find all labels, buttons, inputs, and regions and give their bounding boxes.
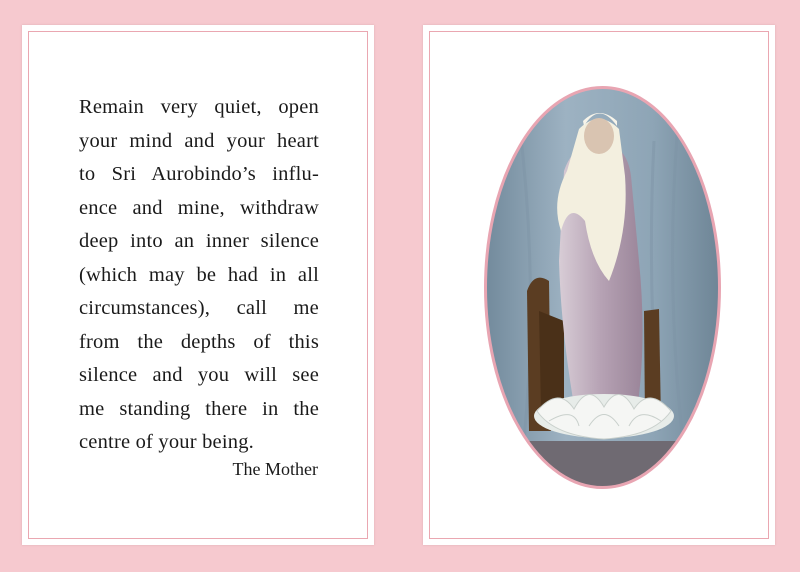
quote-line: to Sri Aurobindo’s influ- xyxy=(79,163,319,185)
quote-line: (which may be had in all xyxy=(79,263,319,286)
quote-line: deep into an inner silence xyxy=(79,230,319,252)
quote-line: ence and mine, withdraw xyxy=(79,196,319,219)
quote-line: circumstances), call me xyxy=(79,297,319,319)
quote-line: Remain very quiet, open xyxy=(79,96,319,118)
quote-line: silence and you will see xyxy=(79,364,319,386)
quote-text xyxy=(79,91,319,460)
portrait-card xyxy=(423,25,775,545)
portrait-oval xyxy=(479,81,726,494)
quote-line: your mind and your heart xyxy=(79,129,319,152)
quote-line: me standing there in the xyxy=(79,397,319,420)
quote-attribution: The Mother xyxy=(232,459,318,479)
face xyxy=(584,118,614,154)
quote-line: from the depths of this xyxy=(79,330,319,353)
quote-card xyxy=(22,25,374,545)
quote-line: centre of your being. xyxy=(79,431,254,453)
